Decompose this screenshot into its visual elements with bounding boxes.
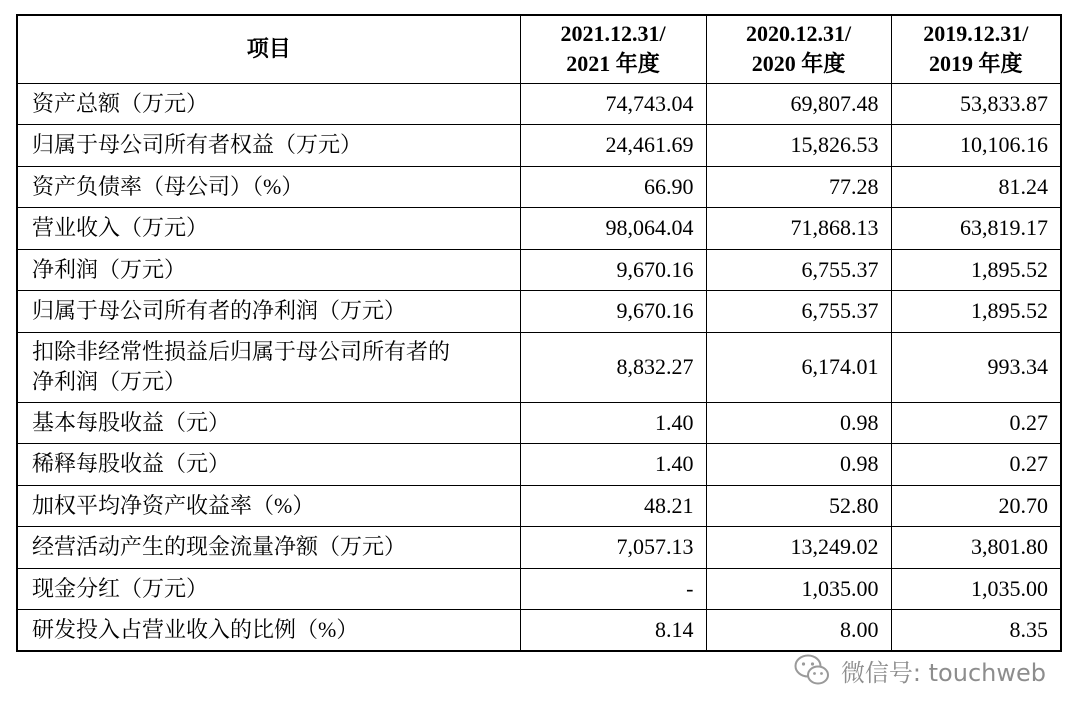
cell-2020: 1,035.00	[706, 568, 891, 610]
row-label: 归属于母公司所有者的净利润（万元）	[17, 291, 520, 333]
row-label: 营业收入（万元）	[17, 208, 520, 250]
table-row	[17, 166, 1061, 208]
cell-2021: 1.40	[520, 444, 706, 486]
cell-2021: 1.40	[520, 402, 706, 444]
header-period-2021	[520, 15, 706, 83]
table-header-row	[17, 15, 1061, 83]
cell-2019: 1,895.52	[891, 249, 1061, 291]
cell-2021: 7,057.13	[520, 527, 706, 569]
header-period-year: 2021 年度	[566, 51, 660, 77]
watermark-text: 微信号: touchweb	[840, 658, 1046, 687]
cell-2021: 24,461.69	[520, 125, 706, 167]
cell-2019: 3,801.80	[891, 527, 1061, 569]
row-label: 加权平均净资产收益率（%）	[17, 485, 520, 527]
cell-2020: 6,755.37	[706, 249, 891, 291]
cell-2020: 8.00	[706, 610, 891, 652]
wechat-icon	[793, 653, 831, 687]
row-label: 资产负债率（母公司）（%）	[17, 166, 520, 208]
financial-table	[16, 14, 1062, 652]
row-label: 研发投入占营业收入的比例（%）	[17, 610, 520, 652]
cell-2019: 0.27	[891, 444, 1061, 486]
cell-2019: 8.35	[891, 610, 1061, 652]
row-label: 经营活动产生的现金流量净额（万元）	[17, 527, 520, 569]
table-row	[17, 291, 1061, 333]
cell-2021: 8.14	[520, 610, 706, 652]
header-period-2020	[706, 15, 891, 83]
cell-2019: 20.70	[891, 485, 1061, 527]
cell-2021: 74,743.04	[520, 83, 706, 125]
table-row	[17, 125, 1061, 167]
cell-2021: 98,064.04	[520, 208, 706, 250]
cell-2020: 77.28	[706, 166, 891, 208]
cell-2021: 8,832.27	[520, 332, 706, 402]
cell-2020: 69,807.48	[706, 83, 891, 125]
row-label: 资产总额（万元）	[17, 83, 520, 125]
cell-2020: 13,249.02	[706, 527, 891, 569]
cell-2020: 15,826.53	[706, 125, 891, 167]
row-label: 稀释每股收益（元）	[17, 444, 520, 486]
table-row	[17, 444, 1061, 486]
header-period-2019	[891, 15, 1061, 83]
header-period-year: 2019 年度	[928, 51, 1023, 77]
cell-2021: 9,670.16	[520, 249, 706, 291]
table-row	[17, 332, 1061, 402]
table-row	[17, 527, 1061, 569]
row-label-line: 扣除非经常性损益后归属于母公司所有者的	[32, 339, 451, 364]
cell-2021: 66.90	[520, 166, 706, 208]
row-label: 归属于母公司所有者权益（万元）	[17, 125, 520, 167]
row-label: 基本每股收益（元）	[17, 402, 520, 444]
cell-2020: 0.98	[706, 402, 891, 444]
table-row	[17, 610, 1061, 652]
row-label	[17, 332, 520, 402]
table-row	[17, 402, 1061, 444]
header-period-year: 2020 年度	[751, 51, 846, 77]
cell-2020: 6,174.01	[706, 332, 891, 402]
cell-2019: 63,819.17	[891, 208, 1061, 250]
cell-2021: -	[520, 568, 706, 610]
cell-2021: 9,670.16	[520, 291, 706, 333]
row-label: 现金分红（万元）	[17, 568, 520, 610]
cell-2020: 52.80	[706, 485, 891, 527]
watermark	[793, 650, 1046, 690]
header-period-date: 2020.12.31/	[745, 21, 852, 47]
table-row	[17, 485, 1061, 527]
row-label-line: 净利润（万元）	[32, 369, 187, 394]
table-row	[17, 83, 1061, 125]
table-row	[17, 568, 1061, 610]
cell-2020: 71,868.13	[706, 208, 891, 250]
header-period-date: 2021.12.31/	[560, 21, 666, 47]
header-item: 项目	[17, 15, 520, 83]
cell-2019: 0.27	[891, 402, 1061, 444]
cell-2019: 81.24	[891, 166, 1061, 208]
cell-2019: 993.34	[891, 332, 1061, 402]
table-row	[17, 208, 1061, 250]
row-label: 净利润（万元）	[17, 249, 520, 291]
cell-2019: 53,833.87	[891, 83, 1061, 125]
cell-2019: 10,106.16	[891, 125, 1061, 167]
header-period-date: 2019.12.31/	[923, 21, 1029, 47]
cell-2019: 1,895.52	[891, 291, 1061, 333]
cell-2020: 6,755.37	[706, 291, 891, 333]
cell-2021: 48.21	[520, 485, 706, 527]
cell-2020: 0.98	[706, 444, 891, 486]
table-row	[17, 249, 1061, 291]
cell-2019: 1,035.00	[891, 568, 1061, 610]
